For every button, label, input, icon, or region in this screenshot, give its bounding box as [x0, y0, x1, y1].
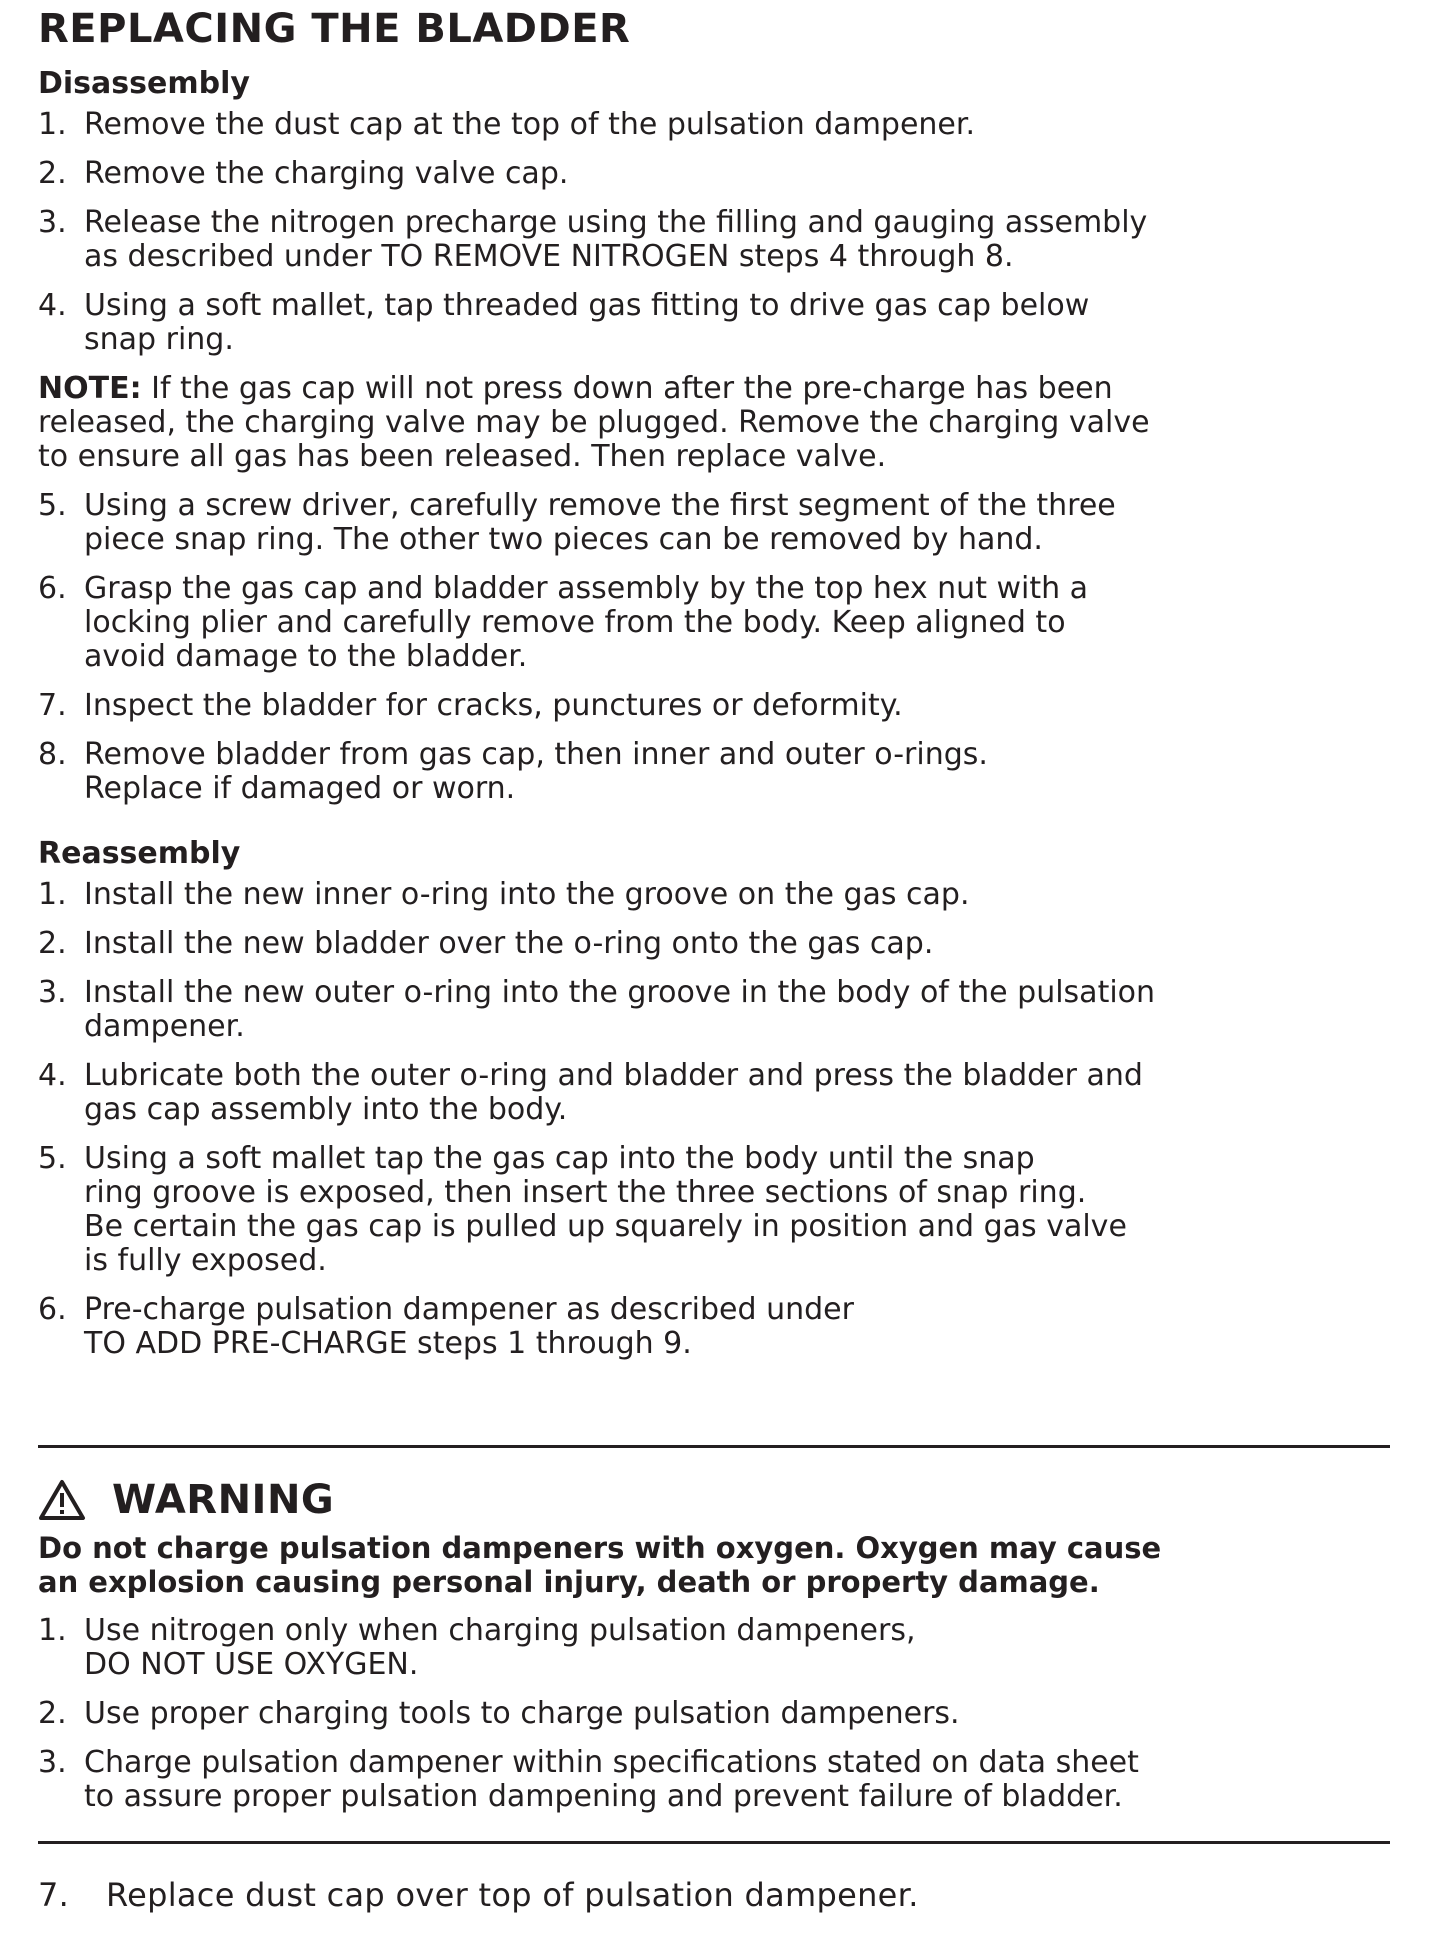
step-text: Lubricate both the outer o-ring and bladder and press the bladder and gas cap assembly into the body. [84, 1058, 1143, 1127]
disassembly-heading: Disassembly [38, 66, 250, 101]
disassembly-step-5 [38, 489, 1405, 557]
step-number: 3. [38, 975, 67, 1010]
step-number: 1. [38, 877, 67, 912]
reassembly-step-1 [38, 878, 1405, 912]
reassembly-step-6 [38, 1293, 1405, 1361]
step-number: 6. [38, 1292, 67, 1327]
step-number: 2. [38, 1696, 67, 1731]
final-step [38, 1876, 919, 1914]
step-text: Pre-charge pulsation dampener as described under TO ADD PRE-CHARGE steps 1 through 9. [84, 1292, 854, 1361]
warning-label: WARNING [112, 1477, 335, 1523]
step-text: Use proper charging tools to charge pulsation dampeners. [84, 1696, 960, 1731]
step-number: 1. [38, 107, 67, 142]
step-number: 4. [38, 288, 67, 323]
step-number: 7. [38, 1876, 70, 1914]
reassembly-step-2 [38, 927, 1405, 961]
step-text: Using a screw driver, carefully remove the first segment of the three piece snap ring. The other two pieces can be removed by hand. [84, 488, 1116, 557]
page-title: REPLACING THE BLADDER [38, 6, 631, 52]
step-text: Install the new outer o-ring into the groove in the body of the pulsation dampener. [84, 975, 1156, 1044]
step-text: Remove the charging valve cap. [84, 156, 569, 191]
disassembly-step-1 [38, 108, 1405, 142]
reassembly-heading: Reassembly [38, 836, 241, 871]
step-text: Use nitrogen only when charging pulsation dampeners, DO NOT USE OXYGEN. [84, 1613, 916, 1682]
step-text: Using a soft mallet, tap threaded gas fitting to drive gas cap below snap ring. [84, 288, 1090, 357]
reassembly-step-5 [38, 1142, 1405, 1278]
step-text: Install the new inner o-ring into the groove on the gas cap. [84, 877, 970, 912]
step-number: 4. [38, 1058, 67, 1093]
step-text: Release the nitrogen precharge using the filling and gauging assembly as described under TO REMOVE NITROGEN steps 4 through 8. [84, 205, 1148, 274]
disassembly-step-2 [38, 157, 1405, 191]
reassembly-step-3 [38, 976, 1405, 1044]
step-number: 3. [38, 1745, 67, 1780]
warning-statement: Do not charge pulsation dampeners with oxygen. Oxygen may cause an explosion causing personal injury, death or property damage. [38, 1531, 1162, 1599]
step-number: 8. [38, 737, 67, 772]
warning-step-1 [38, 1614, 1405, 1682]
disassembly-note [38, 372, 1405, 474]
step-text: Inspect the bladder for cracks, punctures or deformity. [84, 688, 903, 723]
step-text: Install the new bladder over the o-ring onto the gas cap. [84, 926, 934, 961]
step-text: Replace dust cap over top of pulsation dampener. [106, 1876, 919, 1914]
divider [38, 1841, 1390, 1844]
step-number: 5. [38, 488, 67, 523]
step-number: 2. [38, 926, 67, 961]
step-number: 2. [38, 156, 67, 191]
step-number: 5. [38, 1141, 67, 1176]
step-text: Using a soft mallet tap the gas cap into the body until the snap ring groove is exposed, then insert the three sections of snap ring. Be certain the gas cap is pulled up squarely in position and gas valve is fully exposed. [84, 1141, 1127, 1278]
disassembly-step-8 [38, 738, 1405, 806]
disassembly-step-6 [38, 572, 1405, 674]
step-number: 7. [38, 688, 67, 723]
step-text: Remove bladder from gas cap, then inner and outer o-rings. Replace if damaged or worn. [84, 737, 988, 806]
step-number: 1. [38, 1613, 67, 1648]
note-text: If the gas cap will not press down after the pre-charge has been released, the charging valve may be plugged. Remove the charging valve to ensure all gas has been released. Then replace valve. [38, 371, 1150, 474]
step-text: Grasp the gas cap and bladder assembly by the top hex nut with a locking plier and carefully remove from the body. Keep aligned to avoid damage to the bladder. [84, 571, 1089, 674]
warning-step-2 [38, 1697, 1405, 1731]
warning-triangle-icon [38, 1479, 86, 1521]
warning-heading [38, 1474, 334, 1526]
divider [38, 1445, 1390, 1448]
disassembly-step-4 [38, 289, 1405, 357]
step-text: Charge pulsation dampener within specifications stated on data sheet to assure proper pulsation dampening and prevent failure of bladder. [84, 1745, 1139, 1814]
warning-step-3 [38, 1746, 1405, 1814]
disassembly-step-3 [38, 206, 1405, 274]
step-number: 3. [38, 205, 67, 240]
step-number: 6. [38, 571, 67, 606]
reassembly-step-4 [38, 1059, 1405, 1127]
step-text: Remove the dust cap at the top of the pulsation dampener. [84, 107, 976, 142]
note-label: NOTE: [38, 371, 142, 406]
disassembly-step-7 [38, 689, 1405, 723]
